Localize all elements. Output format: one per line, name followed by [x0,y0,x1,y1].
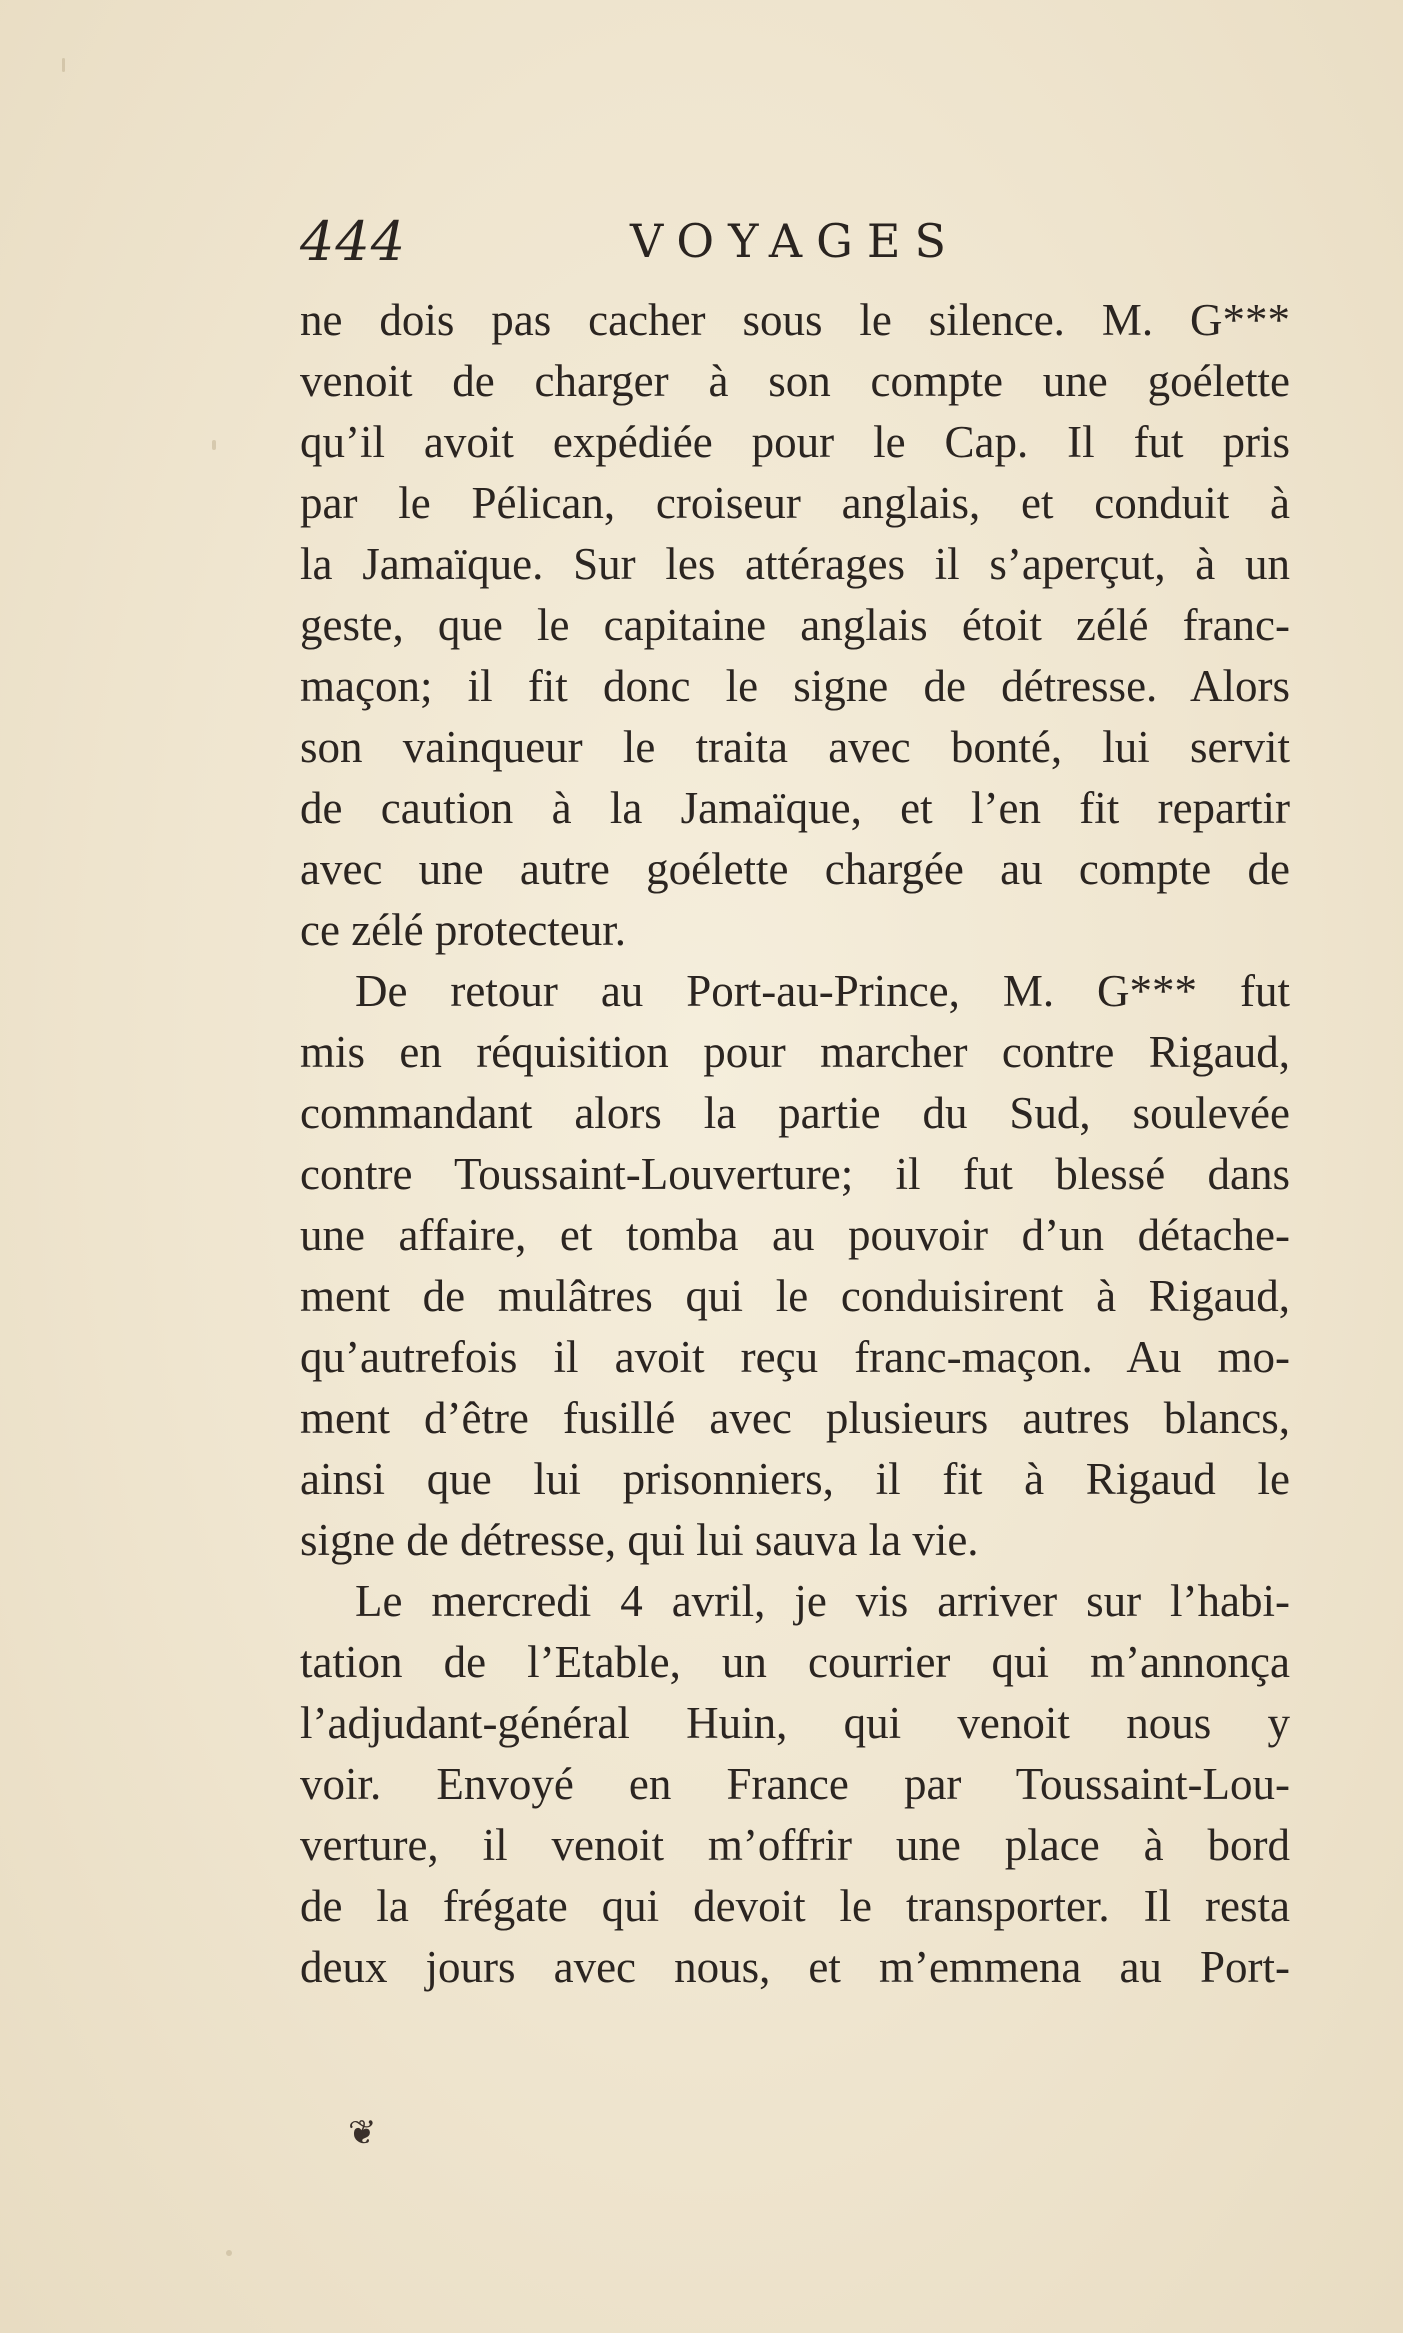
paper-speck [62,58,65,72]
text-line: deux jours avec nous, et m’emmena au Port- [300,1942,1290,1992]
paragraph-start-line: Le mercredi 4 avril, je vis arriver sur l’habi- [355,1576,1290,1626]
text-line: ne dois pas cacher sous le silence. M. G*** [300,295,1290,345]
text-line: maçon; il fit donc le signe de détresse. Alors [300,661,1290,711]
text-line: geste, que le capitaine anglais étoit zélé franc- [300,600,1290,650]
page-number: 444 [300,210,407,273]
text-line: ainsi que lui prisonniers, il fit à Rigaud le [300,1454,1290,1504]
text-line: ment d’être fusillé avec plusieurs autres blancs, [300,1393,1290,1443]
text-line: qu’il avoit expédiée pour le Cap. Il fut pris [300,417,1290,467]
text-line: son vainqueur le traita avec bonté, lui servit [300,722,1290,772]
text-line: ment de mulâtres qui le conduisirent à Rigaud, [300,1271,1290,1321]
text-line: de caution à la Jamaïque, et l’en fit repartir [300,783,1290,833]
text-line: l’adjudant-général Huin, qui venoit nous y [300,1698,1290,1748]
text-line: signe de détresse, qui lui sauva la vie. [300,1515,979,1565]
body-text [300,290,1290,1998]
text-line: une affaire, et tomba au pouvoir d’un détache- [300,1210,1290,1260]
text-line: contre Toussaint-Louverture; il fut blessé dans [300,1149,1290,1199]
text-line: par le Pélican, croiseur anglais, et conduit à [300,478,1290,528]
text-line: venoit de charger à son compte une goélette [300,356,1290,406]
text-line: qu’autrefois il avoit reçu franc-maçon. Au mo- [300,1332,1290,1382]
text-line: avec une autre goélette chargée au compte de [300,844,1290,894]
text-line: mis en réquisition pour marcher contre Rigaud, [300,1027,1290,1077]
text-line: la Jamaïque. Sur les attérages il s’aperçut, à un [300,539,1290,589]
running-head: VOYAGES [630,214,960,268]
paper-speck [212,440,216,450]
fleuron-ornament-icon: ❦ [348,2113,377,2153]
text-line: de la frégate qui devoit le transporter. Il resta [300,1881,1290,1931]
text-line: commandant alors la partie du Sud, soulevée [300,1088,1290,1138]
text-line: verture, il venoit m’offrir une place à bord [300,1820,1290,1870]
paper-speck [226,2250,232,2256]
text-line: voir. Envoyé en France par Toussaint-Lou- [300,1759,1290,1809]
paragraph-start-line: De retour au Port-au-Prince, M. G*** fut [355,966,1290,1016]
text-line: tation de l’Etable, un courrier qui m’annonça [300,1637,1290,1687]
text-line: ce zélé protecteur. [300,905,627,955]
page-header [300,210,1300,290]
